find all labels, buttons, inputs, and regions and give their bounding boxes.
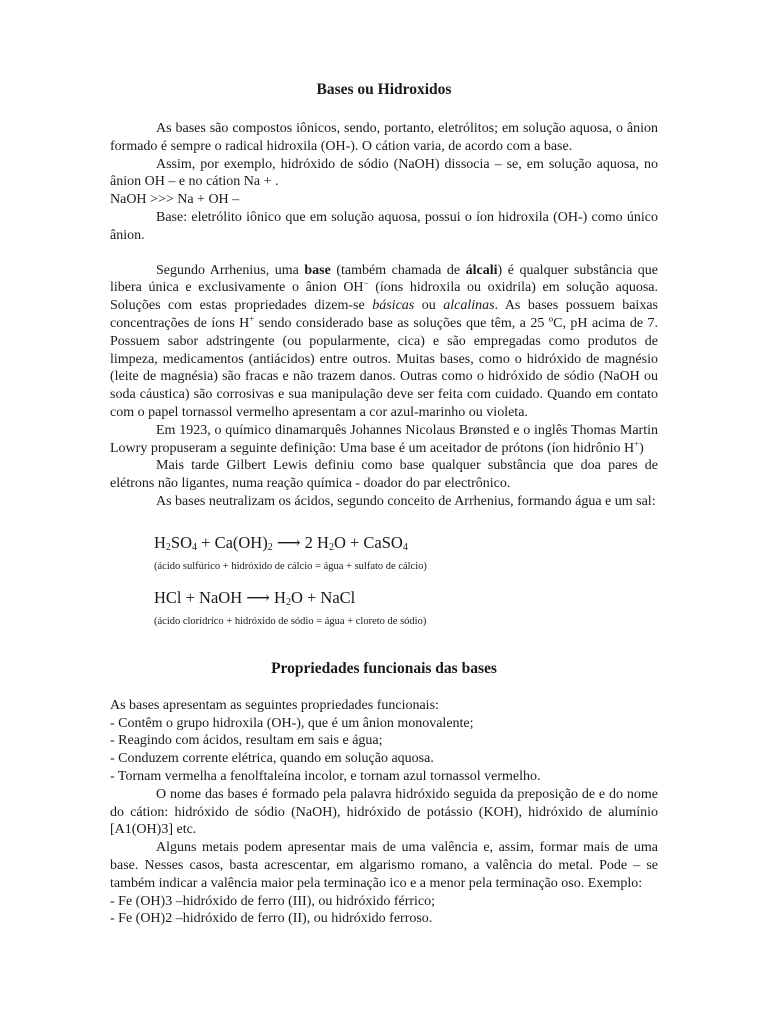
lewis-paragraph: Mais tarde Gilbert Lewis definiu como base qualquer substância que doa pares de elétrons não ligantes, numa reação química - doador do par electrônico. xyxy=(110,458,658,492)
intro-paragraph-2: Assim, por exemplo, hidróxido de sódio (NaOH) dissocia – se, em solução aquosa, no ânion OH – e no cátion Na + . xyxy=(110,156,658,190)
equation-hydrochloric: HCl + NaOH ⟶ $H_2O$ + NaCl xyxy=(154,587,356,608)
arrhenius-paragraph: Segundo Arrhenius, uma base (também chamada de álcali) é qualquer substância que libera única e exclusivamente o ânion OH− (íons hidroxila ou oxidrila) em solução aquosa. Soluções com estas propriedades dizem-se básicas ou alcalinas. As bases possuem baixas concentrações de íons H+ sendo considerado base as soluções que têm, a 25 ºC, pH acima de 7. Possuem sabor adstringente (ou popularmente, cica) e são empregadas como produtos de limpeza, medicamentos (antiácidos) entre outros. Muitas bases, como o hidróxido de magnésio (leite de magnésia) são fracas e não trazem danos. Outras como o hidróxido de sódio (NaOH ou soda cáustica) são corrosivas e sua manipulação deve ser feita com cuidado. Quando em contato com o papel tornassol vermelho apresentam a cor azul-marinho ou violeta. xyxy=(110,262,659,420)
list-item: - Tornam vermelha a fenolftaleína incolor, e tornam azul tornassol vermelho. xyxy=(110,768,541,784)
intro-equation-line: NaOH >>> Na + OH – xyxy=(110,192,240,208)
document-title: Bases ou Hidroxidos xyxy=(316,81,452,98)
examples-list xyxy=(110,893,658,929)
equation-sulfuric: $H_2SO_4 + Ca(OH)_2$ ⟶ 2 $H_2O$ + CaSO$_4$ xyxy=(154,532,408,553)
intro-paragraph-1: As bases são compostos iônicos, sendo, portanto, eletrólitos; em solução aquosa, o ânion formado é sempre o radical hidroxila (OH-). O cátion varia, de acordo com a base. xyxy=(110,121,658,154)
section-title-properties: Propriedades funcionais das bases xyxy=(271,659,497,677)
equation-hydrochloric-note: (ácido clorídrico + hidróxido de sódio = água + cloreto de sódio) xyxy=(154,615,427,627)
bronsted-paragraph: Em 1923, o químico dinamarquês Johannes Nicolaus Brønsted e o inglês Thomas Martin Lowry propuseram a seguinte definição: Uma base é um aceitador de prótons (íon hidrônio H+) xyxy=(110,422,658,456)
equations-block xyxy=(154,533,658,629)
properties-list xyxy=(110,697,658,786)
list-item: - Conduzem corrente elétrica, quando em solução aquosa. xyxy=(110,751,434,767)
valence-paragraph: Alguns metais podem apresentar mais de uma valência e, assim, formar mais de uma base. Nesses casos, basta acrescentar, em algarismo romano, a valência do metal. Pode – se também indicar a valência maior pela terminação ico e a menor pela terminação oso. Exemplo: xyxy=(110,840,658,891)
naming-paragraph: O nome das bases é formado pela palavra hidróxido seguida da preposição de e do nome do cátion: hidróxido de sódio (NaOH), hidróxido de potássio (KOH), hidróxido de alumínio [A1(OH)3] etc. xyxy=(110,786,658,838)
list-item: - Reagindo com ácidos, resultam em sais e água; xyxy=(110,733,383,749)
document-page xyxy=(110,80,658,928)
neutralization-paragraph: As bases neutralizam os ácidos, segundo conceito de Arrhenius, formando água e um sal: xyxy=(156,493,656,509)
intro-definition: Base: eletrólito iônico que em solução aquosa, possui o íon hidroxila (OH-) como único ânion. xyxy=(110,209,658,243)
list-item: - Fe (OH)2 –hidróxido de ferro (II), ou hidróxido ferroso. xyxy=(110,911,433,927)
properties-intro: As bases apresentam as seguintes propriedades funcionais: xyxy=(110,697,439,713)
equation-sulfuric-note: (ácido sulfúrico + hidróxido de cálcio = água + sulfato de cálcio) xyxy=(154,560,427,572)
list-item: - Fe (OH)3 –hidróxido de ferro (III), ou hidróxido férrico; xyxy=(110,893,436,909)
list-item: - Contêm o grupo hidroxila (OH-), que é um ânion monovalente; xyxy=(110,715,474,731)
